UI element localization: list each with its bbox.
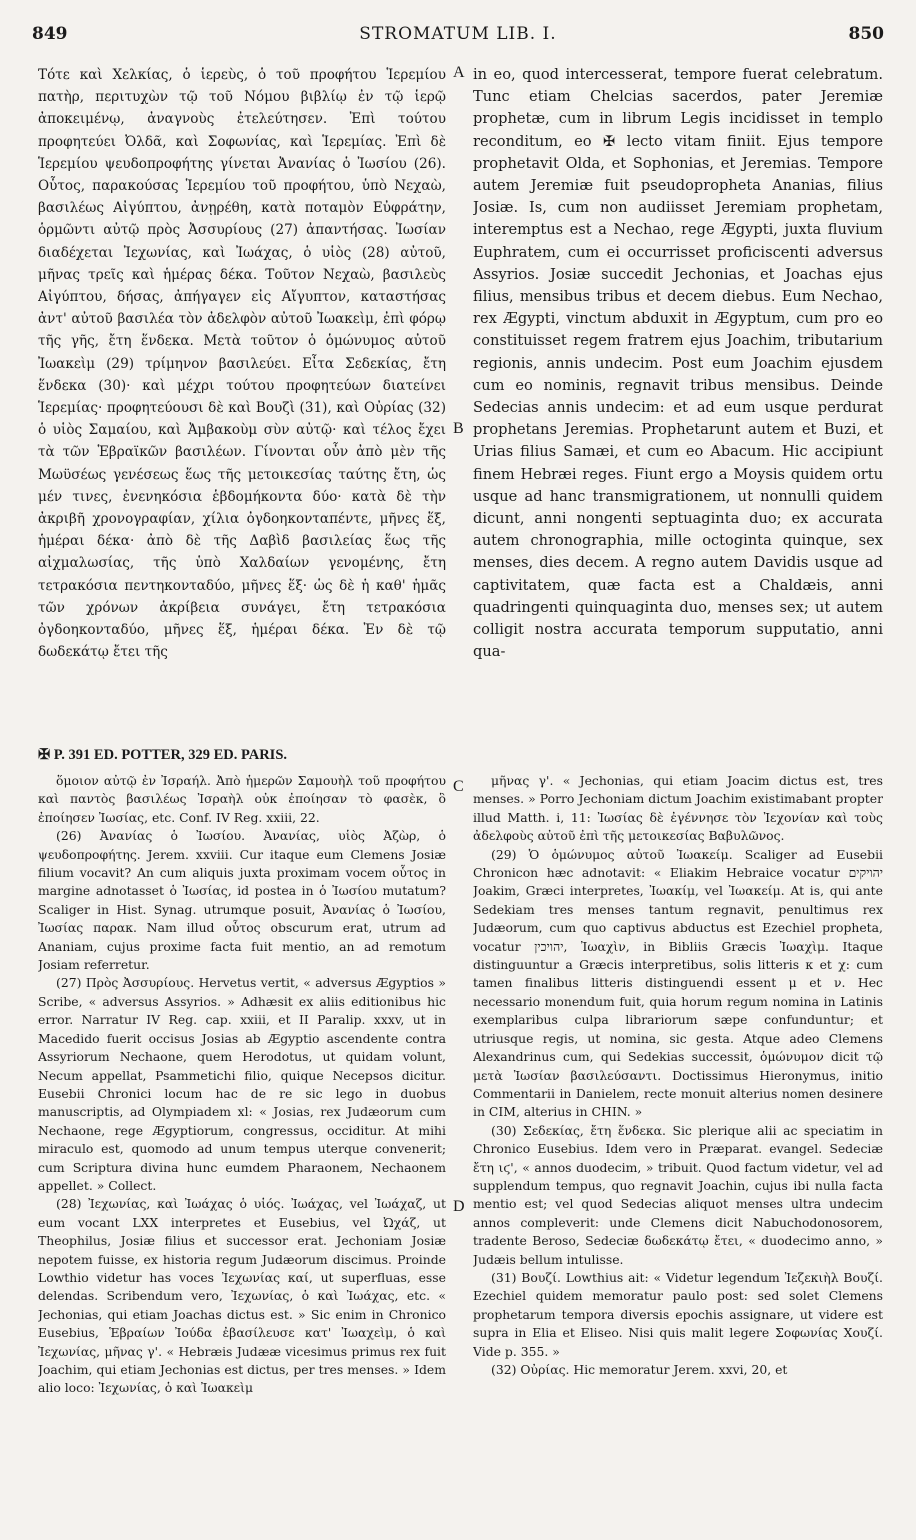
margin-marker-d: D [453,1198,465,1215]
footnote: (32) Οὐρίας. Hic memoratur Jerem. xxvi, 20, et [491,1362,788,1377]
footnote: μῆνας γ'. « Jechonias, qui etiam Joacim dictus est, tres menses. » Porro Jechoniam dictum Joachim existimabant propter illud Matth. i, 11: Ἰωσίας δὲ ἐγέννησε τὸν Ἰεχονίαν καὶ τοὺς ἀδελφοὺς αὐτοῦ ἐπὶ τῆς μετοικεσίας Βαβυλῶνος. [473,773,883,844]
footnote: (28) Ἰεχωνίας, καὶ Ἰωάχας ὁ υἱός. Ἰωάχας, vel Ἰωάχαζ, ut eum vocant LXX interpretes et Eusebius, vel Ὠχάζ, ut Theophilus, Josiæ filius et successor erat. Jechoniam Josiæ nepotem fuisse, ex historia regum Judæorum discimus. Proinde Lowthio videtur has voces Ἰεχωνίας καί, ut superfluas, esse delendas. Scribendum vero, Ἰεχωνίας, ὁ καὶ Ἰωάχας, etc. « Jechonias, qui etiam Joachas dictus est. » Sic enim in Chronico Eusebius, Ἑβραίων Ἰούδα ἐβασίλευσε κατ' Ἰωαχεὶμ, ὁ καὶ Ἰεχωνίας, μῆνας γ'. « Hebræis Judææ vicesimus primus rex fuit Joachim, qui etiam Jechonias est dictus, per tres menses. » Idem alio loco: Ἰεχωνίας, ὁ καὶ Ἰωακεὶμ [38,1196,446,1396]
page-number-left: 849 [32,24,68,44]
greek-paragraph: Τότε καὶ Χελκίας, ὁ ἱερεὺς, ὁ τοῦ προφήτου Ἱερεμίου πατὴρ, περιτυχὼν τῷ τοῦ Νόμου βιβλίῳ ἐν τῷ ἱερῷ ἀποκειμένῳ, ἀναγνοὺς ἐτελεύτησεν. Ἐπὶ τούτου προφητεύει Ὀλδᾶ, καὶ Σοφωνίας, καὶ Ἱερεμίας. Ἐπὶ δὲ Ἱερεμίου ψευδοπροφήτης γίνεται Ἀνανίας ὁ Ἰωσίου (26). Οὗτος, παρακούσας Ἱερεμίου τοῦ προφήτου, ὑπὸ Νεχαὼ, βασιλέως Αἰγύπτου, ἀνῃρέθη, κατὰ ποταμὸν Εὐφράτην, ὁρμῶντι αὐτῷ πρὸς Ἀσσυρίους (27) ἀπαντήσας. Ἰωσίαν διαδέχεται Ἰεχωνίας, καὶ Ἰωάχας, ὁ υἱὸς (28) αὐτοῦ, μῆνας τρεῖς καὶ ἡμέρας δέκα. Τοῦτον Νεχαὼ, βασιλεὺς Αἰγύπτου, δήσας, ἀπήγαγεν εἰς Αἴγυπτον, καταστήσας ἀντ' αὐτοῦ βασιλέα τὸν ἀδελφὸν αὐτοῦ Ἰωακεὶμ, ἐπὶ φόρῳ τῆς γῆς, ἔτη ἕνδεκα. Μετὰ τοῦτον ὁ ὁμώνυμος αὐτοῦ Ἰωακεὶμ (29) τρίμηνον βασιλεύει. Εἶτα Σεδεκίας, ἔτη ἕνδεκα (30)· καὶ μέχρι τούτου προφητεύων διατείνει Ἱερεμίας· προφητεύουσι δὲ καὶ Βουζὶ (31), καὶ Οὐρίας (32) ὁ υἱὸς Σαμαίου, καὶ Ἀμβακοὺμ σὺν αὐτῷ· καὶ τέλος ἔχει τὰ τῶν Ἑβραϊκῶν βασιλέων. Γίνονται οὖν ἀπὸ μὲν τῆς Μωϋσέως γενέσεως ἕως τῆς μετοικεσίας ταύτης ἔτη, ὡς μέν τινες, ἐνενηκόσια ἑβδομήκοντα δύο· κατὰ δὲ τὴν ἀκριβῆ χρονογραφίαν, χίλια ὀγδοηκονταπέντε, μῆνες ἕξ, ἡμέραι δέκα· ἀπὸ δὲ τῆς Δαβὶδ βασιλείας ἕως τῆς αἰχμαλωσίας, τῆς ὑπὸ Χαλδαίων γενομένης, ἔτη τετρακόσια πεντηκονταδύο, μῆνες ἕξ· ὡς δὲ ἡ καθ' ἡμᾶς τῶν χρόνων ἀκρίβεια συνάγει, ἔτη τετρακόσια ὀγδοηκονταδύο, μῆνες ἕξ, ἡμέραι δέκα. Ἐν δὲ τῷ δωδεκάτῳ ἔτει τῆς [38,67,446,661]
footnote: ὅμοιον αὐτῷ ἐν Ἰσραήλ. Ἀπὸ ἡμερῶν Σαμουὴλ τοῦ προφήτου καὶ παντὸς βασιλέως Ἰσραὴλ οὐκ ἐποίησαν τὸ φασὲκ, ὃ ἐποίησεν Ἰωσίας, etc. Conf. IV Reg. xxiii, 22. [38,773,446,825]
running-title: STROMATUM LIB. I. [359,24,557,44]
latin-main-text [473,64,883,663]
edition-reference: ✠ P. 391 ED. POTTER, 329 ED. PARIS. [38,747,288,763]
page-number-right: 850 [848,24,884,44]
footnote: (29) Ὁ ὁμώνυμος αὐτοῦ Ἰωακείμ. Scaliger ad Eusebii Chronicon hæc adnotavit: « Eliakim Hebraice vocatur יהויקים Joakim, Græci interpretes, Ἰωακίμ, vel Ἰωακείμ. At is, qui ante Sedekiam tres menses tantum regnavit, penultimus rex Judæorum, cum quo captivus abductus est Ezechiel propheta, vocatur יהויכין, Ἰωαχὶν, in Bibliis Græcis Ἰωαχὶμ. Itaque distinguuntur a Græcis interpretibus, solis litteris κ et χ: cum tamen finalibus litteris distinguendi essent μ et ν. Hec necessario monendum fuit, quia horum regum nomina in Latinis exemplaribus culpa librariorum sæpe confunduntur; et utriusque regis, ut nomina, sic gesta. Atque adeo Clemens Alexandrinus cum, qui Sedekias successit, ὁμώνυμον dicit τῷ μετὰ Ἰωσίαν βασιλεύσαντι. Doctissimus Hieronymus, initio Commentarii in Danielem, recte monuit alterius nomen desinere in CIM, alterius in CHIN. » [473,846,883,1120]
footnote: (26) Ἀνανίας ὁ Ἰωσίου. Ἀνανίας, υἱὸς Ἀζὼρ, ὁ ψευδοπροφήτης. Jerem. xxviii. Cur itaque eum Clemens Josiæ filium vocavit? An cum aliquis juxta proximam vocem οὗτος in margine adnotasset ὁ Ἰωσίας, id postea in ὁ Ἰωσίου mutatum? Scaliger in Hist. Synag. utrumque posuit, Ἀνανίας ὁ Ἰωσίου, Ἰωσίας παρακ. Nam illud οὗτος obscurum erat, utrum ad Ananiam, cujus proxime facta fuit mentio, an ad remotum Josiam referretur. [38,828,446,973]
greek-main-text [38,64,446,663]
footnotes-left-column [38,772,446,1398]
footnotes-right-column [473,772,883,1379]
margin-marker-a: A [453,64,465,81]
page-header [32,24,884,50]
latin-paragraph: in eo, quod intercesserat, tempore fuerat celebratum. Tunc etiam Chelcias sacerdos, pater Jeremiæ prophetæ, cum in librum Legis incidisset in templo reconditum, eo ✠ lecto vitam finiit. Ejus tempore prophetavit Olda, et Sophonias, et Jeremias. Tempore autem Jeremiæ fuit pseudopropheta Ananias, filius Josiæ. Is, cum non audiisset Jeremiam prophetam, interemptus est a Nechao, rege Ægypti, juxta fluvium Euphratem, cum ei occurrisset proficiscenti adversus Assyrios. Josiæ succedit Jechonias, et Joachas ejus filius, mensibus tribus et decem diebus. Eum Nechao, rex Ægypti, vinctum abduxit in Ægyptum, cum pro eo constituisset regem fratrem ejus Joachim, tributarium regionis, annis undecim. Post eum Joachim ejusdem cum eo nominis, regnavit tribus mensibus. Deinde Sedecias annis undecim: et ad eum usque perdurat prophetans Jeremias. Prophetarunt autem et Buzi, et Urias filius Samæi, et cum eo Abacum. Hic accipiunt finem Hebræi reges. Fiunt ergo a Moysis quidem ortu usque ad hanc transmigrationem, ut nonnulli quidem dicunt, anni nongenti septuaginta duo; ex accurata autem chronographia, mille octoginta quinque, sex menses, dies decem. A regno autem Davidis usque ad captivitatem, quæ facta est a Chaldæis, anni quadringenti quinquaginta duo, menses sex; ut autem colligit nostra accurata temporum supputatio, anni qua- [473,66,883,661]
footnote: (31) Βουζί. Lowthius ait: « Videtur legendum Ἰεζεκιὴλ Βουζί. Ezechiel quidem memoratur paulo post: sed solet Clemens prophetarum tempora diversis epochis assignare, ut videre est supra in Elia et Eliseo. Nisi quis malit legere Σοφωνίας Χουζί. Vide p. 355. » [473,1269,883,1359]
margin-marker-b: B [453,420,464,437]
footnote: (27) Πρὸς Ἀσσυρίους. Hervetus vertit, « adversus Ægyptios » Scribe, « adversus Assyrios. » Adhæsit ex aliis editionibus hic error. Narratur IV Reg. cap. xxiii, et II Paralip. xxxv, ut in Macedido fuerit occisus Josias ab Ægyptio ascendente contra Assyriorum Nechaone, quem Herodotus, ut quidam volunt, Necum appellat, Psammetichi filio, quique Necepsos dicitur. Eusebii Chronici locum hac de re sic lego in duobus manuscriptis, ad Olympiadem xl: « Josias, rex Judæorum cum Nechaone, rege Ægyptiorum, congressus, occiditur. At mihi miraculo est, quomodo ad unum tempus uterque convenerit; cum Scriptura divina hunc eumdem Pharaonem, Nechaonem appellet. » Collect. [38,975,446,1193]
margin-marker-c: C [453,778,464,795]
footnote: (30) Σεδεκίας, ἔτη ἕνδεκα. Sic plerique alii ac speciatim in Chronico Eusebius. Idem vero in Præparat. evangel. Sedeciæ ἔτη ιϛ', « annos duodecim, » tribuit. Quod factum videtur, vel ad supplendum tempus, quo regnavit Joachin, cujus ibi nulla facta mentio est; vel quod Sedecias aliquot menses ultra undecim annos compleverit: unde Clemens dicit Nabuchodonosorem, tradente Beroso, Sedeciæ δωδεκάτῳ ἔτει, « duodecimo anno, » Judæis bellum intulisse. [473,1122,883,1267]
